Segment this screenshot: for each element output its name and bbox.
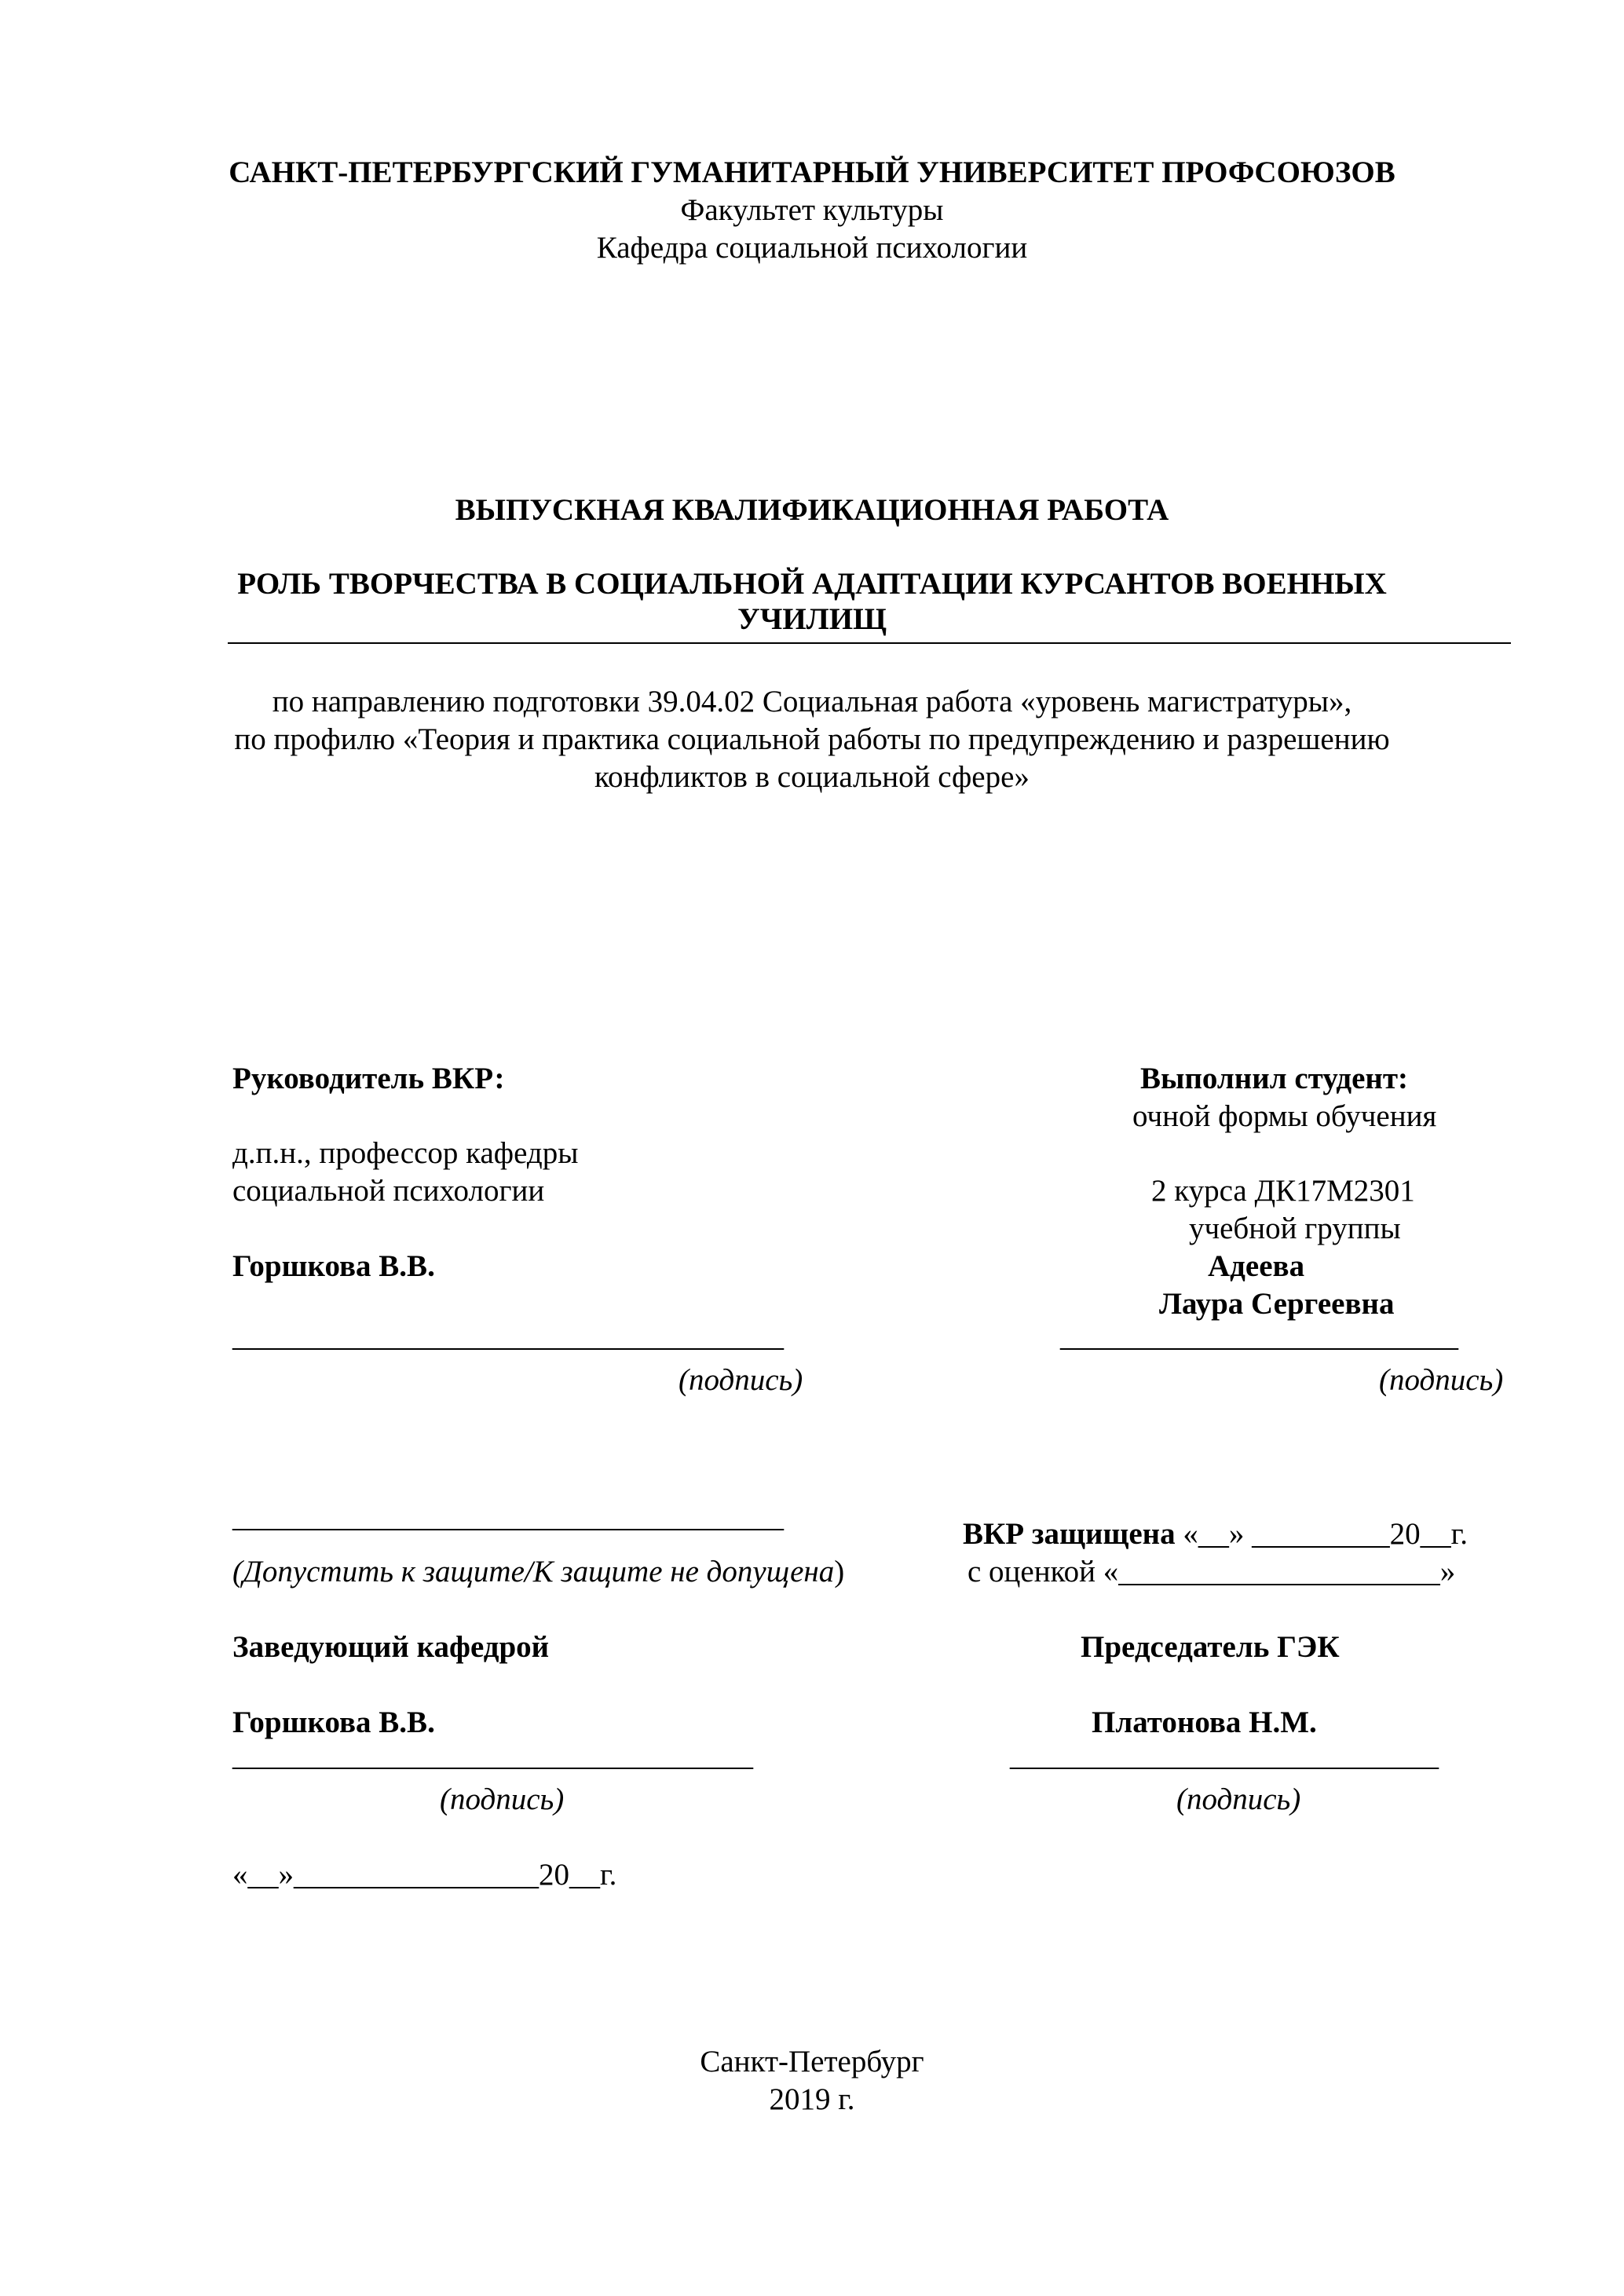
- supervisor-position-line2: социальной психологии: [232, 1174, 545, 1208]
- footer-year: 2019 г.: [769, 2082, 855, 2116]
- head-name: Горшкова В.В.: [232, 1706, 435, 1739]
- title-underline: [228, 642, 1511, 644]
- gek-signature-label: (подпись): [1176, 1782, 1301, 1816]
- footer-city: Санкт-Петербург: [700, 2045, 924, 2078]
- defense-date: «__» _________20__г.: [1183, 1517, 1468, 1551]
- head-signature-label: (подпись): [440, 1782, 565, 1816]
- head-date: «__»________________20__г.: [232, 1858, 617, 1892]
- defense-label: ВКР защищена: [963, 1517, 1176, 1551]
- gek-title: Председатель ГЭК: [1081, 1630, 1340, 1664]
- student-group: учебной группы: [1189, 1212, 1401, 1245]
- direction-line2: по профилю «Теория и практика социальной работы по предупреждению и разрешению: [234, 722, 1390, 756]
- work-type: ВЫПУСКНАЯ КВАЛИФИКАЦИОННАЯ РАБОТА: [455, 493, 1169, 527]
- defense-grade: с оценкой «_____________________»: [967, 1555, 1456, 1589]
- gek-signature-line: ____________________________: [1010, 1738, 1439, 1772]
- work-title-line1: РОЛЬ ТВОРЧЕСТВА В СОЦИАЛЬНОЙ АДАПТАЦИИ КУРСАНТОВ ВОЕННЫХ: [237, 567, 1387, 601]
- direction-line1: по направлению подготовки 39.04.02 Социальная работа «уровень магистратуры»,: [272, 685, 1352, 718]
- department-name: Кафедра социальной психологии: [596, 231, 1028, 265]
- work-title-line2: УЧИЛИЩ: [737, 602, 887, 636]
- admission-label: [232, 1553, 844, 1591]
- student-name: Лаура Сергеевна: [1159, 1287, 1395, 1321]
- student-course: 2 курса ДК17М2301: [1151, 1174, 1415, 1208]
- student-heading: Выполнил студент:: [1140, 1062, 1409, 1095]
- supervisor-position-line1: д.п.н., профессор кафедры: [232, 1136, 579, 1170]
- admission-label-prefix: (: [232, 1555, 243, 1589]
- head-title: Заведующий кафедрой: [232, 1630, 550, 1664]
- student-form: очной формы обучения: [1132, 1099, 1437, 1133]
- gek-name: Платонова Н.М.: [1092, 1706, 1317, 1739]
- supervisor-heading: Руководитель ВКР:: [232, 1062, 505, 1095]
- admission-label-close: ): [834, 1555, 845, 1589]
- admission-label-text: Допустить к защите/К защите не допущена: [243, 1555, 835, 1589]
- supervisor-signature-line: ____________________________________: [232, 1319, 784, 1353]
- student-signature-line: __________________________: [1060, 1319, 1458, 1353]
- head-signature-line: __________________________________: [232, 1738, 753, 1772]
- student-signature-label: (подпись): [1379, 1363, 1504, 1397]
- student-surname: Адеева: [1208, 1249, 1305, 1283]
- supervisor-signature-label: (подпись): [678, 1363, 803, 1397]
- defense-line: [963, 1515, 1468, 1553]
- direction-line3: конфликтов в социальной сфере»: [594, 760, 1030, 794]
- supervisor-name: Горшкова В.В.: [232, 1249, 435, 1283]
- faculty-name: Факультет культуры: [680, 193, 944, 227]
- university-name: САНКТ-ПЕТЕРБУРГСКИЙ ГУМАНИТАРНЫЙ УНИВЕРСИТЕТ ПРОФСОЮЗОВ: [229, 155, 1395, 189]
- admission-signature-line: ____________________________________: [232, 1500, 784, 1534]
